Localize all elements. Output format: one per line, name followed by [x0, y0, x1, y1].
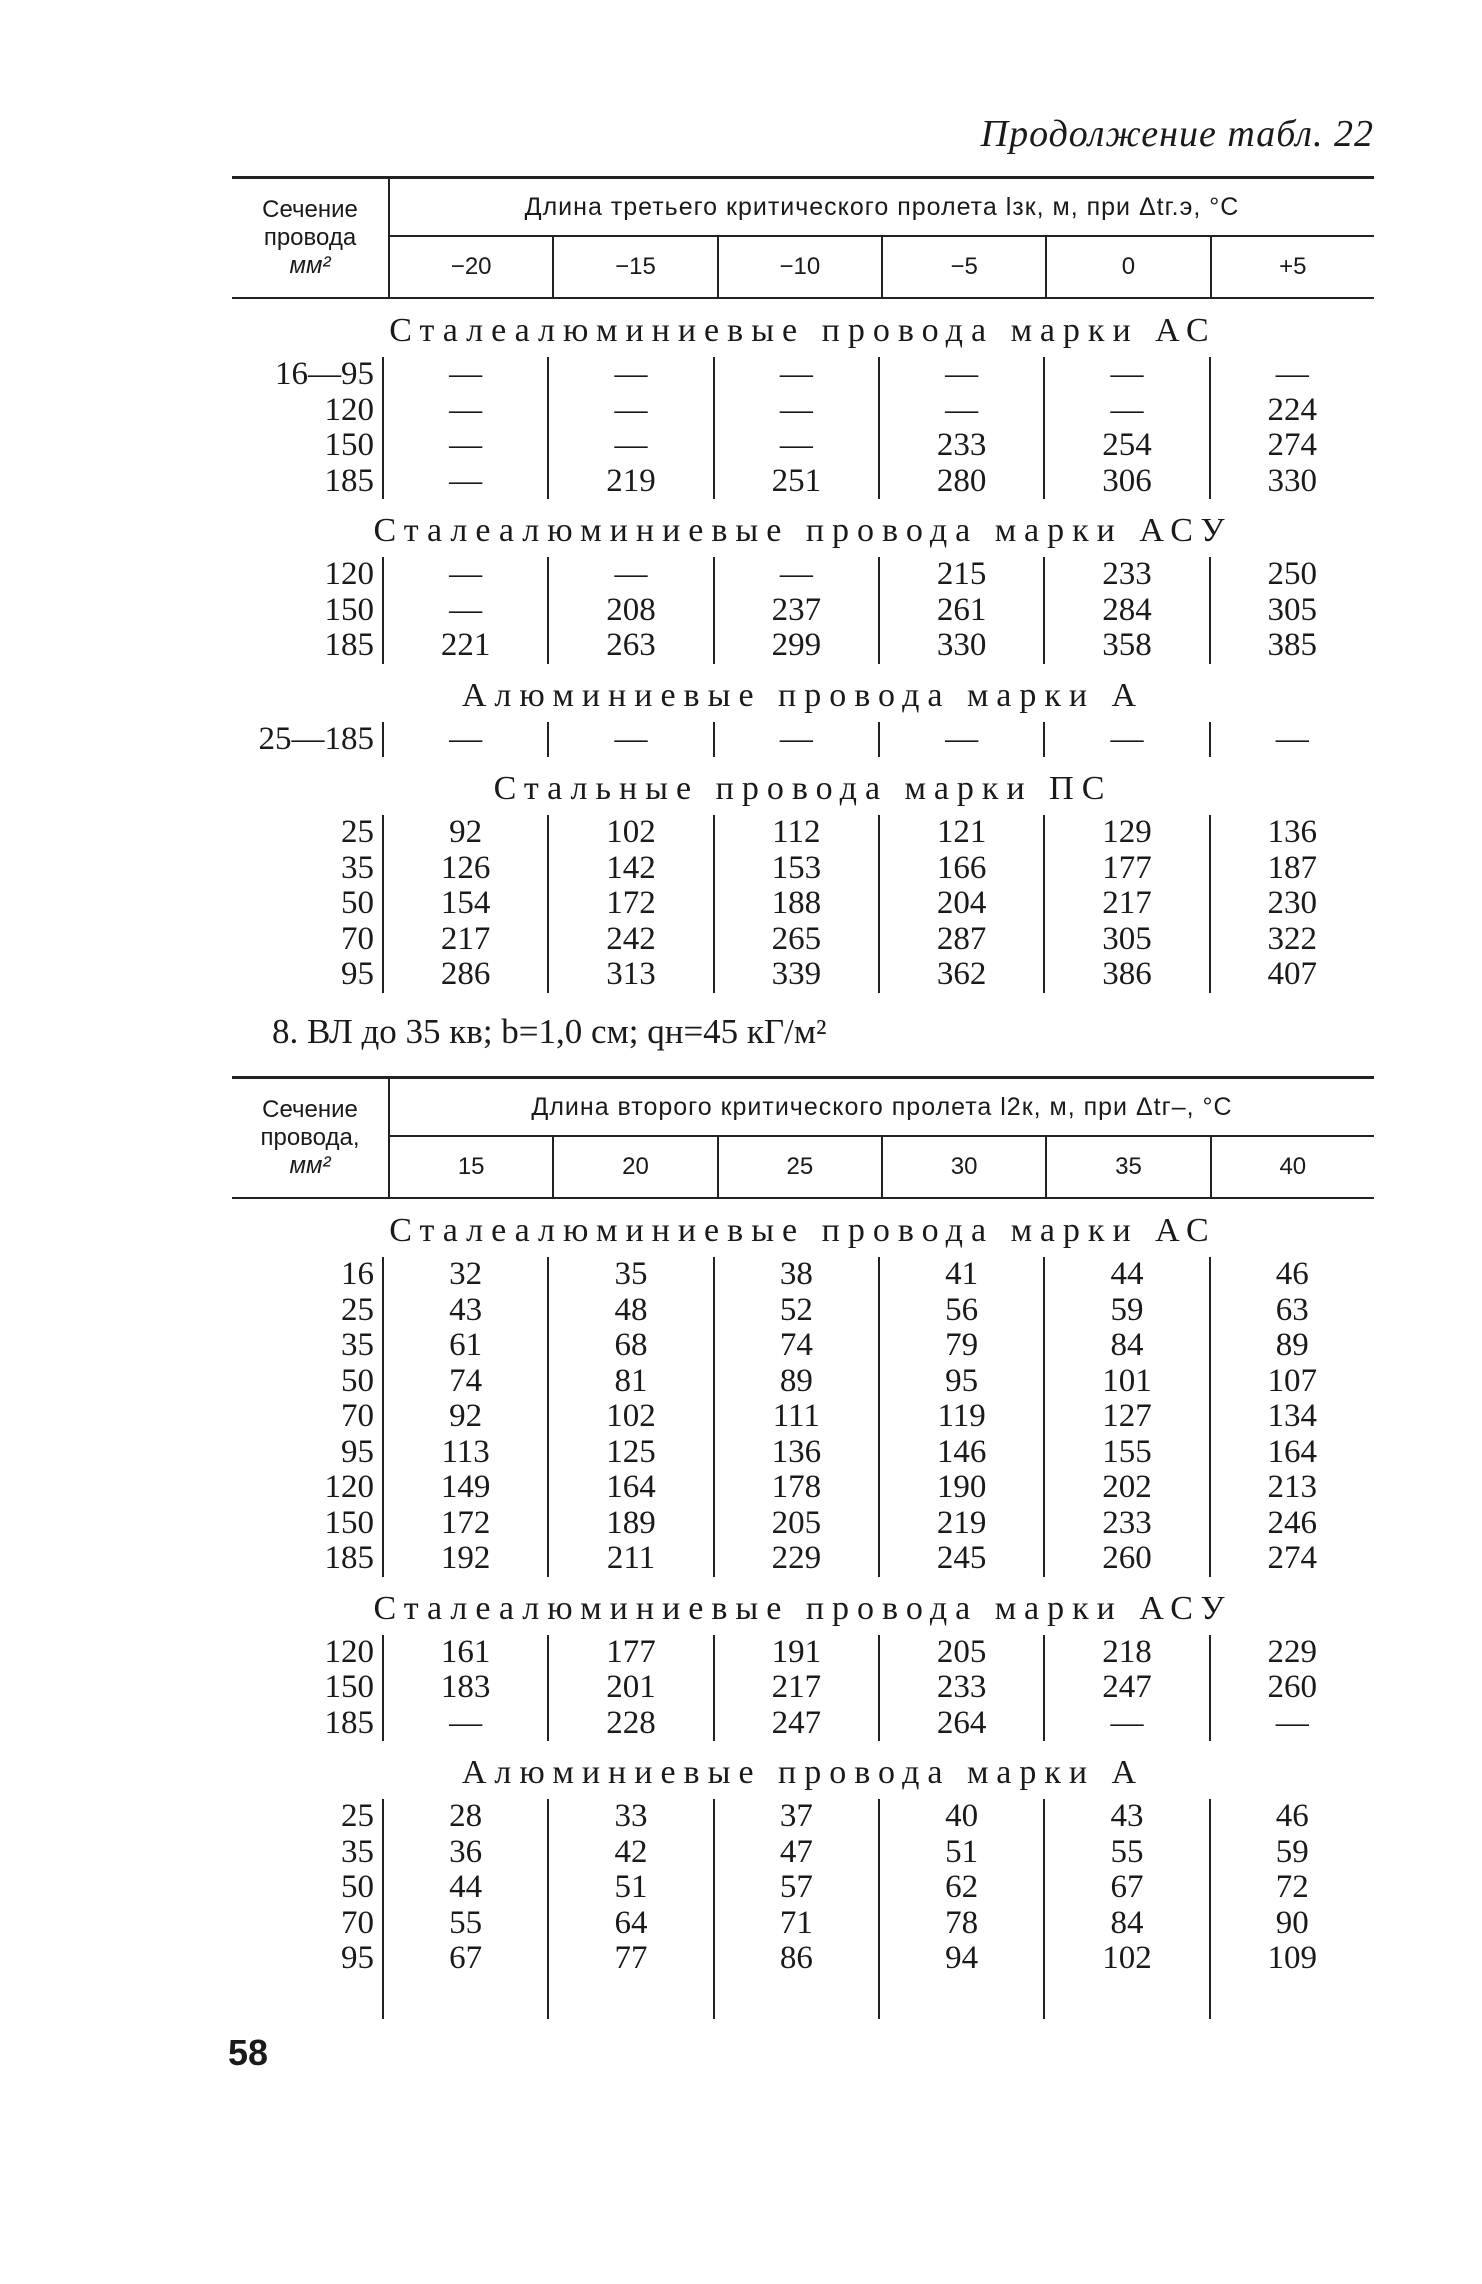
table-cell: 229: [713, 1541, 878, 1577]
table-cell: 71: [713, 1906, 878, 1942]
row-label: 185: [324, 627, 374, 663]
header-column: +5: [1210, 237, 1374, 297]
table-cell: 125: [547, 1435, 712, 1471]
header-column: 15: [457, 1153, 485, 1180]
table-cell: —: [382, 722, 547, 758]
table-cell: 81: [547, 1364, 712, 1400]
table-cell: 358: [1043, 628, 1208, 664]
table-cell: 64: [547, 1906, 712, 1942]
table-cell: —: [382, 357, 547, 393]
table-cell: 68: [547, 1328, 712, 1364]
table-cell: 161: [382, 1635, 547, 1671]
table-cell: —: [878, 393, 1043, 429]
table-row: [232, 1670, 1374, 1706]
group-title: Сталеалюминиевые провода марки АС: [389, 1212, 1217, 1249]
table-cell: 224: [1209, 393, 1374, 429]
table-cell: 102: [1043, 1941, 1208, 1977]
table-cell: 191: [713, 1635, 878, 1671]
table-cell: 201: [547, 1670, 712, 1706]
table-tail-rules: [232, 1977, 1374, 2019]
table-row: [232, 1470, 1374, 1506]
table-header: [232, 1079, 1374, 1197]
table-cell: 265: [713, 922, 878, 958]
header-section-label-line: Сечение: [262, 1096, 358, 1123]
table-cell: 188: [713, 886, 878, 922]
table-cell: 233: [1043, 557, 1208, 593]
header-section-label-line: провода: [263, 224, 357, 251]
table-row: [232, 628, 1374, 664]
header-column: 35: [1045, 1137, 1209, 1197]
table-cell: 286: [382, 957, 547, 993]
table-cell: 280: [878, 464, 1043, 500]
table-cell: 217: [382, 922, 547, 958]
table-cell: 299: [713, 628, 878, 664]
table-row: [232, 1906, 1374, 1942]
tail-spacer: [232, 1977, 382, 2019]
table-cell: 63: [1209, 1293, 1374, 1329]
table-row: [232, 1364, 1374, 1400]
row-label: 120: [324, 1469, 374, 1505]
header-title: Длина третьего критического пролета lзк, м, при Δtг.э, °С: [390, 179, 1374, 237]
table-row: [232, 1706, 1374, 1742]
row-label: 16—95: [275, 356, 374, 392]
tail-column-rule: [878, 1977, 1043, 2019]
table-cell: —: [382, 593, 547, 629]
table-row: [232, 1635, 1374, 1671]
table-cell: 90: [1209, 1906, 1374, 1942]
page-heading: Продолжение табл. 22: [980, 113, 1374, 155]
table-cell: 172: [547, 886, 712, 922]
row-label: 120: [324, 1633, 374, 1670]
row-label: 185: [324, 1540, 374, 1576]
table-cell: 217: [1043, 886, 1208, 922]
table-cell: 44: [382, 1870, 547, 1906]
row-label: 25—185: [258, 720, 374, 757]
table-cell: 46: [1209, 1799, 1374, 1835]
table-cell: 362: [878, 957, 1043, 993]
table-cell: 129: [1043, 815, 1208, 851]
table-cell: 32: [382, 1257, 547, 1293]
table-cell: 305: [1209, 593, 1374, 629]
header-section-label-line: мм²: [289, 252, 331, 279]
table-cell: 202: [1043, 1470, 1208, 1506]
table-cell: 260: [1209, 1670, 1374, 1706]
table-cell: 221: [382, 628, 547, 664]
table-cell: 94: [878, 1941, 1043, 1977]
table-cell: 305: [1043, 922, 1208, 958]
table-cell: 102: [547, 815, 712, 851]
table-cell: 52: [713, 1293, 878, 1329]
table-row: [232, 1293, 1374, 1329]
table-cell: 146: [878, 1435, 1043, 1471]
table-cell: 237: [713, 593, 878, 629]
table-cell: 213: [1209, 1470, 1374, 1506]
table-cell: —: [1209, 722, 1374, 758]
tail-column-rule: [1043, 1977, 1208, 2019]
header-column: 25: [717, 1137, 881, 1197]
tail-column-rule: [713, 1977, 878, 2019]
table-cell: —: [382, 464, 547, 500]
table-cell: 164: [1209, 1435, 1374, 1471]
table-cell: 47: [713, 1835, 878, 1871]
row-label: 150: [324, 427, 374, 463]
table-cell: 247: [1043, 1670, 1208, 1706]
table-row: [232, 815, 1374, 851]
table-cell: 112: [713, 815, 878, 851]
table-cell: 44: [1043, 1257, 1208, 1293]
table-cell: —: [713, 722, 878, 758]
row-label: 70: [341, 1398, 374, 1434]
table-cell: 51: [547, 1870, 712, 1906]
table-cell: 38: [713, 1257, 878, 1293]
table-cell: 313: [547, 957, 712, 993]
table-cell: —: [547, 722, 712, 758]
table-cell: —: [878, 357, 1043, 393]
table-cell: 84: [1043, 1328, 1208, 1364]
table-header-rule: [232, 1197, 1374, 1199]
table-cell: 33: [547, 1799, 712, 1835]
table-cell: 46: [1209, 1257, 1374, 1293]
table-cell: 121: [878, 815, 1043, 851]
table-cell: 189: [547, 1506, 712, 1542]
table-cell: 177: [547, 1635, 712, 1671]
table-header-rule: [232, 297, 1374, 299]
table-row: [232, 851, 1374, 887]
table-cell: 211: [547, 1541, 712, 1577]
table-cell: 192: [382, 1541, 547, 1577]
table-cell: 86: [713, 1941, 878, 1977]
row-label: 25: [341, 1798, 374, 1834]
row-label: 50: [341, 1869, 374, 1905]
table-cell: —: [1043, 722, 1208, 758]
table-cell: 183: [382, 1670, 547, 1706]
table-cell: —: [1043, 393, 1208, 429]
group-title: Алюминиевые провода марки А: [461, 1754, 1145, 1791]
row-label: 150: [324, 591, 374, 628]
table-cell: —: [1043, 1706, 1208, 1742]
table-cell: 149: [382, 1470, 547, 1506]
table-cell: 284: [1043, 593, 1208, 629]
table-cell: 233: [1043, 1506, 1208, 1542]
row-label: 185: [324, 1704, 374, 1741]
table-cell: 79: [878, 1328, 1043, 1364]
table-cell: 119: [878, 1399, 1043, 1435]
table-cell: 204: [878, 886, 1043, 922]
table-cell: 67: [1043, 1870, 1208, 1906]
row-label: 25: [341, 814, 374, 850]
table-cell: —: [1043, 357, 1208, 393]
row-label: 120: [324, 391, 374, 428]
row-label: 50: [341, 885, 374, 921]
header-section-label: [232, 179, 390, 297]
table-cell: 48: [547, 1293, 712, 1329]
table-cell: 386: [1043, 957, 1208, 993]
row-label: 50: [341, 1362, 374, 1399]
table-row: [232, 1506, 1374, 1542]
row-label: 25: [341, 1291, 374, 1328]
header-title: Длина второго критического пролета l2к, м, при Δtг–, °С: [390, 1079, 1374, 1137]
table-cell: 92: [382, 1399, 547, 1435]
table-cell: 111: [713, 1399, 878, 1435]
group-title: Сталеалюминиевые провода марки АСУ: [373, 512, 1233, 549]
table-cell: 254: [1043, 428, 1208, 464]
table-cell: 56: [878, 1293, 1043, 1329]
table-cell: 228: [547, 1706, 712, 1742]
header-column: −15: [552, 237, 716, 297]
table-row: [232, 957, 1374, 993]
table-row: [232, 357, 1374, 393]
table-cell: 215: [878, 557, 1043, 593]
table-cell: 246: [1209, 1506, 1374, 1542]
table-cell: 41: [878, 1257, 1043, 1293]
header-section-label-line: провода,: [260, 1124, 360, 1151]
table-cell: 55: [1043, 1835, 1208, 1871]
table-cell: 339: [713, 957, 878, 993]
table-second-critical-span: [232, 1076, 1374, 2019]
table-cell: 247: [713, 1706, 878, 1742]
table-cell: 89: [1209, 1328, 1374, 1364]
table-cell: —: [547, 393, 712, 429]
group-title: Сталеалюминиевые провода марки АСУ: [373, 1589, 1233, 1627]
table-cell: —: [547, 357, 712, 393]
table-cell: 263: [547, 628, 712, 664]
table-cell: 245: [878, 1541, 1043, 1577]
table-row: [232, 1541, 1374, 1577]
table-cell: 164: [547, 1470, 712, 1506]
table-cell: 134: [1209, 1399, 1374, 1435]
row-label: 95: [341, 1940, 374, 1976]
table-cell: —: [713, 557, 878, 593]
table-cell: 55: [382, 1906, 547, 1942]
table-cell: 78: [878, 1906, 1043, 1942]
table-cell: 219: [878, 1506, 1043, 1542]
table-cell: 230: [1209, 886, 1374, 922]
table-cell: —: [713, 393, 878, 429]
table-cell: 187: [1209, 851, 1374, 887]
table-row: [232, 1941, 1374, 1977]
table-cell: 153: [713, 851, 878, 887]
table-cell: 260: [1043, 1541, 1208, 1577]
header-column: −5: [881, 237, 1045, 297]
row-label: 70: [341, 1904, 374, 1941]
header-section-label-line: Сечение: [262, 196, 358, 223]
table-cell: 261: [878, 593, 1043, 629]
table-cell: 43: [382, 1293, 547, 1329]
group-title: Алюминиевые провода марки А: [461, 676, 1145, 714]
table-cell: —: [713, 357, 878, 393]
table-cell: 229: [1209, 1635, 1374, 1671]
row-label: 70: [341, 920, 374, 957]
table-cell: 177: [1043, 851, 1208, 887]
table-cell: 89: [713, 1364, 878, 1400]
row-label: 185: [324, 462, 374, 499]
header-column: −10: [717, 237, 881, 297]
table-cell: 101: [1043, 1364, 1208, 1400]
table-cell: 178: [713, 1470, 878, 1506]
table-cell: 190: [878, 1470, 1043, 1506]
table-cell: 250: [1209, 557, 1374, 593]
table-row: [232, 428, 1374, 464]
header-column: −20: [450, 253, 492, 280]
row-label: 120: [324, 556, 374, 592]
table-cell: 43: [1043, 1799, 1208, 1835]
table-row: [232, 593, 1374, 629]
table-cell: —: [382, 428, 547, 464]
table-cell: 126: [382, 851, 547, 887]
table-row: [232, 886, 1374, 922]
table-row: [232, 1870, 1374, 1906]
table-cell: 322: [1209, 922, 1374, 958]
table-cell: 107: [1209, 1364, 1374, 1400]
header-columns: [390, 1137, 1374, 1197]
table-row: [232, 1257, 1374, 1293]
table-cell: 51: [878, 1835, 1043, 1871]
table-cell: 217: [713, 1670, 878, 1706]
table-cell: —: [382, 393, 547, 429]
table-cell: 109: [1209, 1941, 1374, 1977]
row-label: 35: [341, 1327, 374, 1363]
table-row: [232, 722, 1374, 758]
table-cell: 142: [547, 851, 712, 887]
table-cell: 59: [1209, 1835, 1374, 1871]
table-cell: 208: [547, 593, 712, 629]
header-column: 0: [1045, 237, 1209, 297]
table-cell: 74: [713, 1328, 878, 1364]
table-cell: 92: [382, 815, 547, 851]
table-row: [232, 1835, 1374, 1871]
table-cell: 59: [1043, 1293, 1208, 1329]
group-title: Стальные провода марки ПС: [493, 770, 1113, 807]
table-row: [232, 464, 1374, 500]
table-cell: 385: [1209, 628, 1374, 664]
table-cell: 102: [547, 1399, 712, 1435]
table-cell: 127: [1043, 1399, 1208, 1435]
table-cell: —: [382, 557, 547, 593]
table-cell: 287: [878, 922, 1043, 958]
table-cell: 242: [547, 922, 712, 958]
row-label: 16: [341, 1256, 374, 1292]
table-cell: 136: [713, 1435, 878, 1471]
table-header: [232, 179, 1374, 297]
table-cell: 205: [878, 1635, 1043, 1671]
group-title: Сталеалюминиевые провода марки АС: [389, 312, 1217, 349]
table-cell: 154: [382, 886, 547, 922]
row-label: 150: [324, 1669, 374, 1705]
table-cell: 77: [547, 1941, 712, 1977]
table-cell: 330: [1209, 464, 1374, 500]
table-cell: 36: [382, 1835, 547, 1871]
table-cell: 219: [547, 464, 712, 500]
table-cell: 274: [1209, 428, 1374, 464]
table-cell: 136: [1209, 815, 1374, 851]
table-cell: 306: [1043, 464, 1208, 500]
table-cell: —: [547, 557, 712, 593]
table-cell: —: [713, 428, 878, 464]
table-cell: 155: [1043, 1435, 1208, 1471]
table-cell: 330: [878, 628, 1043, 664]
section-line: 8. ВЛ до 35 кв; b=1,0 см; qн=45 кГ/м²: [272, 1012, 827, 1051]
header-column: 20: [552, 1137, 716, 1197]
table-cell: 95: [878, 1364, 1043, 1400]
table-cell: 264: [878, 1706, 1043, 1742]
table-cell: —: [547, 428, 712, 464]
table-cell: —: [1209, 1706, 1374, 1742]
table-row: [232, 1799, 1374, 1835]
table-cell: 84: [1043, 1906, 1208, 1942]
header-columns: [390, 237, 1374, 297]
page-number: 58: [228, 2032, 269, 2073]
row-label: 35: [341, 1833, 374, 1870]
row-label: 95: [341, 956, 374, 992]
table-row: [232, 1399, 1374, 1435]
table-third-critical-span: [232, 176, 1374, 993]
tail-column-rule: [382, 1977, 547, 2019]
table-cell: 40: [878, 1799, 1043, 1835]
table-cell: 72: [1209, 1870, 1374, 1906]
table-cell: 166: [878, 851, 1043, 887]
table-cell: —: [878, 722, 1043, 758]
table-cell: 233: [878, 428, 1043, 464]
table-cell: 172: [382, 1506, 547, 1542]
table-cell: 113: [382, 1435, 547, 1471]
table-cell: 37: [713, 1799, 878, 1835]
table-cell: 57: [713, 1870, 878, 1906]
table-row: [232, 557, 1374, 593]
table-row: [232, 1328, 1374, 1364]
row-label: 35: [341, 849, 374, 886]
table-cell: —: [1209, 357, 1374, 393]
table-cell: 205: [713, 1506, 878, 1542]
table-cell: 233: [878, 1670, 1043, 1706]
header-column: 40: [1210, 1137, 1374, 1197]
header-column: 30: [881, 1137, 1045, 1197]
row-label: 95: [341, 1433, 374, 1470]
table-cell: 251: [713, 464, 878, 500]
table-cell: 407: [1209, 957, 1374, 993]
table-row: [232, 922, 1374, 958]
table-row: [232, 393, 1374, 429]
table-cell: 42: [547, 1835, 712, 1871]
table-cell: 62: [878, 1870, 1043, 1906]
table-cell: 218: [1043, 1635, 1208, 1671]
header-section-label-line: мм²: [289, 1152, 331, 1179]
tail-column-rule: [547, 1977, 712, 2019]
table-cell: —: [382, 1706, 547, 1742]
header-section-label: [232, 1079, 390, 1197]
table-cell: 35: [547, 1257, 712, 1293]
table-cell: 74: [382, 1364, 547, 1400]
table-cell: 61: [382, 1328, 547, 1364]
row-label: 150: [324, 1504, 374, 1541]
table-row: [232, 1435, 1374, 1471]
table-cell: 28: [382, 1799, 547, 1835]
table-cell: 274: [1209, 1541, 1374, 1577]
table-cell: 67: [382, 1941, 547, 1977]
tail-column-rule: [1209, 1977, 1374, 2019]
